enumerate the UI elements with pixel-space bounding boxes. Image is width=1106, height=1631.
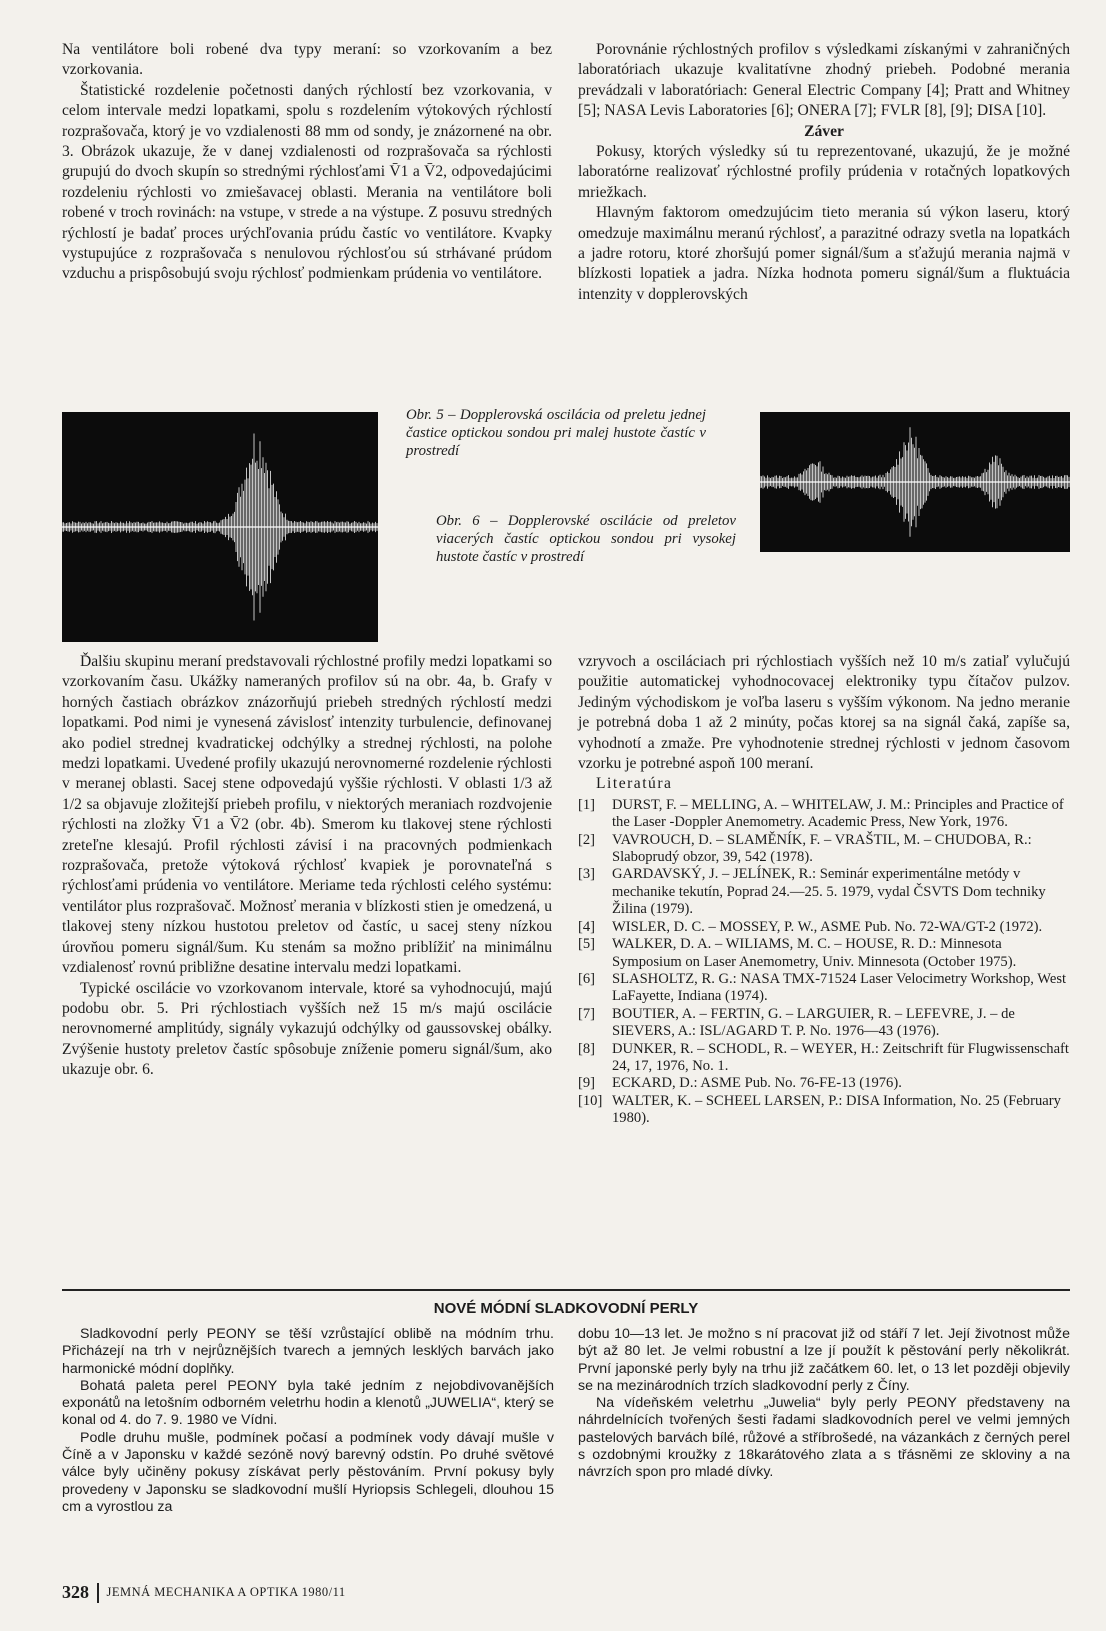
section-heading-conclusion: Záver: [804, 122, 844, 140]
reference-number: [4]: [578, 918, 596, 935]
reference-item: [578, 866, 1070, 918]
paragraph: Pokusy, ktorých výsledky sú tu reprezentované, ukazujú, že je možné laboratórne realizovať rýchlostné profily prúdenia v rotačných lopatkových mriežkach.: [578, 143, 1070, 201]
paragraph: Sladkovodní perly PEONY se těší vzrůstající oblibě na módním trhu. Přicházejí na trh v nejrůznějších tvarech a jemných lesklých barvách jako harmonické módní doplňky.: [62, 1326, 554, 1377]
paragraph: Na vídeňském veletrhu „Juwelia“ byly perly PEONY představeny na náhrdelnících tvořených šesti řadami sladkovodních perel ve velmi jemných pastelových barvách bílé, růžové a stříbrošedé, na vázankách z černých perel s ozdobnými kroužky z 18karátového zlata a s třásněmi ze skloviny a na návrzích spon pro mladé dívky.: [578, 1395, 1070, 1481]
paragraph: Typické oscilácie vo vzorkovanom intervale, ktoré sa vyhodnocujú, majú podobu obr. 5. Pri rýchlostiach vyšších než 15 m/s majú oscilácie nerovnomerné amplitúdy, signály vykazujú odchýlky od gaussovskej obálky. Zvýšenie hustoty preletov častíc spôsobuje zníženie pomeru signál/šum, ako ukazuje obr. 6.: [62, 979, 552, 1079]
reference-text: VAVROUCH, D. – SLAMĚNÍK, F. – VRAŠTIL, M. – CHUDOBA, R.: Slaboprudý obzor, 39, 542 (1978).: [612, 831, 1032, 866]
paragraph: Bohatá paleta perel PEONY byla také jedním z nejobdivovanějších exponátů na letošním odborném veletrhu hodin a klenotů „JUWELIA“, který se konal od 4. do 7. 9. 1980 ve Vídni.: [62, 1377, 554, 1429]
reference-item: [578, 1093, 1070, 1128]
reference-text: DURST, F. – MELLING, A. – WHITELAW, J. M.: Principles and Practice of the Laser -Doppler Anemometry. Academic Press, New York, 1976.: [612, 796, 1064, 831]
reference-item: [578, 1075, 1070, 1092]
page-number: 328: [62, 1582, 89, 1602]
reference-text: SLASHOLTZ, R. G.: NASA TMX-71524 Laser Velocimetry Workshop, West LaFayette, Indiana (1974).: [612, 970, 1067, 1005]
text-column-top-left: [62, 40, 552, 285]
reference-text: WISLER, D. C. – MOSSEY, P. W., ASME Pub. No. 72-WA/GT-2 (1972).: [612, 918, 1043, 935]
reference-item: [578, 919, 1070, 936]
reference-item: [578, 797, 1070, 832]
footer-divider: [97, 1583, 99, 1603]
paragraph: Ďalšiu skupinu meraní predstavovali rýchlostné profily medzi lopatkami so vzorkovaním času. Ukážky nameraných profilov sú na obr. 4a, b. Grafy v horných častiach obrázkov znázorňujú priebeh stredných rýchlostí medzi lopatkami. Pod nimi je vynesená závislosť intenzity turbulencie, definovanej ako podiel strednej kvadratickej odchýlky a strednej rýchlosti, na polohe medzi lopatkami. Uvedené profily ukazujú nerovnomerné rozdelenie rýchlosti v meranej oblasti. Sacej stene odpovedajú vyššie rýchlosti. V oblasti 1/3 až 1/2 sa objavuje zložitejší priebeh profilu, v niektorých meraniach rozdvojenie rýchlosti na zložky V̄1 a V̄2 (obr. 4b). Smerom ku tlakovej stene rýchlosti zreteľne klesajú. Profil rýchlosti závisí i na pracovných podmienkach rozprašovača, pretože výtoková rýchlosť kvapiek je porovnateľná s rýchlosťami prúdenia vo ventilátore. Meriame teda rýchlosti celého systému: ventilátor plus rozprašovač. Možnosť merania v blízkosti stien je omedzená, u tlakovej steny nízkou hustotou preletov od častíc, u sacej steny nízkou úrovňou pomeru signál/šum. Ku stenám sa možno priblížiť na minimálnu vzdialenosť rovnú približne desatine intervalu medzi lopatkami.: [62, 653, 552, 977]
paragraph: dobu 10—13 let. Je možno s ní pracovat již od stáří 7 let. Její životnost může být až 80 let. Je velmi robustní a lze jí použít k pěstování perly několikrát. První japonské perly byly na trhu již začátkem 60. let, o 13 let později objevily se na mezinárodních trzích sladkovodní perly z Číny.: [578, 1326, 1070, 1394]
reference-text: WALKER, D. A. – WILIAMS, M. C. – HOUSE, R. D.: Minnesota Symposium on Laser Anemometry, Univ. Minnesota (October 1975).: [612, 936, 1017, 970]
reference-item: [578, 1006, 1070, 1041]
references-heading: Literatúra: [596, 775, 673, 793]
figure-5-caption: Obr. 5 – Dopplerovská oscilácia od preletu jednej častice optickou sondou pri malej hustote častíc v prostredí: [406, 407, 706, 459]
reference-item: [578, 1041, 1070, 1076]
section-divider: [62, 1289, 1070, 1291]
reference-text: DUNKER, R. – SCHODL, R. – WEYER, H.: Zeitschrift für Flugwissenschaft 24, 17, 1976, No. 1.: [612, 1040, 1069, 1074]
reference-number: [10]: [578, 1092, 603, 1109]
figure-6-caption: Obr. 6 – Dopplerovské oscilácie od preletov viacerých častíc optickou sondou pri vysokej hustote častíc v prostredí: [436, 513, 736, 565]
news-title: NOVÉ MÓDNÍ SLADKOVODNÍ PERLY: [433, 1300, 699, 1317]
paragraph: vzryvoch a osciláciach pri rýchlostiach vyšších než 10 m/s zatiaľ vylučujú použitie automatickej vyhodnocovacej elektroniky typu čítačov pulzov. Jediným východiskom je voľba laseru s vyšším výkonom. Na jedno meranie je potrebná doba 1 až 2 minúty, počas ktorej sa na signál čaká, zapíše sa, vyhodnotí a zmaže. Pre vyhodnotenie strednej rýchlosti v jednom časovom vzorku je potrebné aspoň 100 meraní.: [578, 653, 1070, 773]
reference-number: [5]: [578, 936, 596, 953]
reference-text: BOUTIER, A. – FERTIN, G. – LARGUIER, R. – LEFEVRE, J. – de SIEVERS, A.: ISL/AGARD T. P. No. 1976—43 (1976).: [612, 1005, 1015, 1040]
reference-number: [6]: [578, 970, 596, 987]
page-footer: [62, 1582, 346, 1603]
news-column-left: [62, 1326, 554, 1516]
news-column-right: [578, 1326, 1070, 1482]
reference-number: [2]: [578, 831, 596, 848]
paragraph: Porovnánie rýchlostných profilov s výsledkami získanými v zahraničných laboratóriach ukazuje kvalitatívne zhodný priebeh. Podobné merania prevádzali v laboratóriach: General Electric Company [4]; Pratt and Whitney [5]; NASA Levis Laboratories [6]; ONERA [7]; FVLR [8], [9]; DISA [10].: [578, 41, 1070, 120]
text-column-top-right: [578, 40, 1070, 305]
reference-text: WALTER, K. – SCHEEL LARSEN, P.: DISA Information, No. 25 (February 1980).: [612, 1092, 1061, 1127]
reference-number: [8]: [578, 1040, 596, 1057]
paragraph: Na ventilátore boli robené dva typy meraní: so vzorkovaním a bez vzorkovania.: [62, 41, 552, 79]
paragraph: Podle druhu mušle, podmínek počasí a podmínek vody dávají mušle v Číně a v Japonsku v každé sezóně nový barevný odstín. Po druhé světové válce byly učiněny pokusy získávat perly pěstováním. První pokusy byly provedeny v Japonsku se sladkovodní mušlí Hyriopsis Schlegeli, dlouhou 15 cm a vyrostlou za: [62, 1429, 554, 1515]
paragraph: Štatistické rozdelenie početnosti daných rýchlostí bez vzorkovania, v celom intervale medzi lopatkami, spolu s rozdelením výtokových rýchlostí rozprašovača, ktorý je vo vzdialenosti 88 mm od sondy, je znázornené na obr. 3. Obrázok ukazuje, že v danej vzdialenosti od rozprašovača sa rýchlosti grupujú do dvoch skupín so strednými rýchlosťami V̄1 a V̄2, odpovedajúcimi rozdeleniu rýchlosti vo zmiešavacej oblasti. Merania na ventilátore boli robené v troch rovinách: na vstupe, v strede a na výstupe. Z posuvu stredných rýchlostí je badať proces urýchľovania prúdu častíc vo ventilátore. Kvapky vystupujúce z rozprašovača s nenulovou rýchlosťou sú strhávané prúdom vzduchu a prispôsobujú svoju rýchlosť podmienkam prúdenia vo ventilátore.: [62, 81, 552, 283]
text-column-bottom-left: [62, 652, 552, 1081]
journal-name: JEMNÁ MECHANIKA A OPTIKA 1980/11: [106, 1585, 346, 1599]
paragraph: Hlavným faktorom omedzujúcim tieto merania sú výkon laseru, ktorý omedzuje maximálnu meranú rýchlosť, a parazitné odrazy svetla na lopatkách a jadre rotoru, ktoré zhoršujú pomer signál/šum a sťažujú merania najmä v blízkosti lopatiek a jadra. Nízka hodnota pomeru signál/šum a fluktuácia intenzity v dopplerovských: [578, 204, 1070, 303]
references-list: [578, 797, 1070, 1128]
figure-5-oscillogram: [62, 412, 378, 642]
oscillogram-single-burst: [62, 412, 378, 642]
reference-item: [578, 971, 1070, 1006]
reference-number: [1]: [578, 796, 596, 813]
reference-number: [3]: [578, 866, 596, 883]
figure-6-oscillogram: [760, 412, 1070, 552]
reference-number: [9]: [578, 1075, 596, 1092]
reference-text: ECKARD, D.: ASME Pub. No. 76-FE-13 (1976).: [612, 1075, 902, 1092]
reference-number: [7]: [578, 1005, 596, 1022]
reference-item: [578, 832, 1070, 867]
reference-item: [578, 936, 1070, 971]
reference-text: GARDAVSKÝ, J. – JELÍNEK, R.: Seminár experimentálne metódy v mechanike tekutín, Poprad 24.—25. 5. 1979, vydal ČSVTS Dom techniky Žilina (1979).: [612, 866, 1046, 918]
text-column-bottom-right: [578, 652, 1070, 1128]
oscillogram-multiple-bursts: [760, 412, 1070, 552]
